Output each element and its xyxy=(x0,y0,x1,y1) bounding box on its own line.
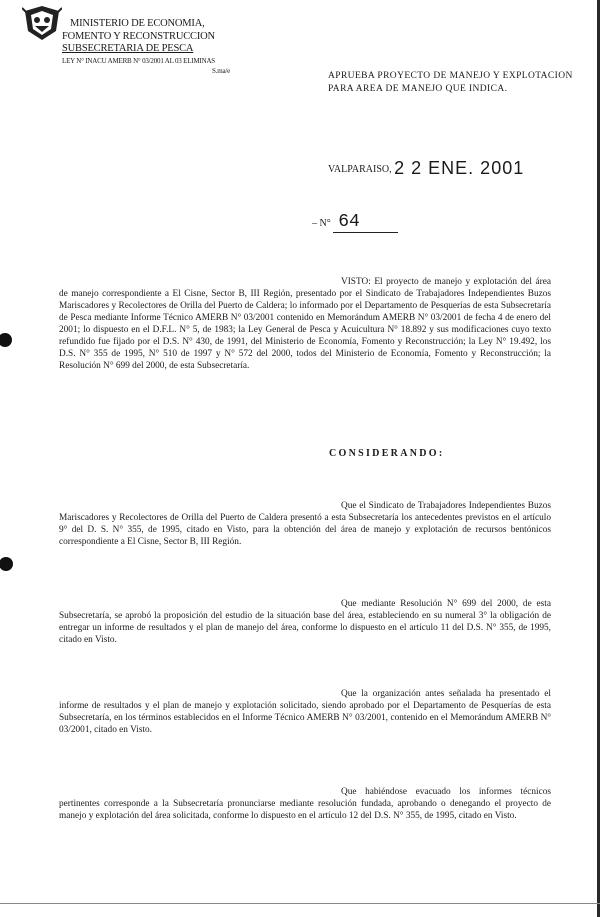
resolution-number-line xyxy=(312,212,398,233)
ministry-header xyxy=(62,18,230,76)
date-stamp: 2 2 ENE. 2001 xyxy=(394,158,525,178)
considerando-text: Que mediante Resolución N° 699 del 2000, de esta Subsecretaría, se aprobó la proposición del estudio de la situación base del área, estableciendo en su numeral 3° la obligación de entregar un informe de resultados y el plan de manejo del área, conforme lo dispuesto en el artículo 11 del D.S. N° 355, de 1995, citado en Visto. xyxy=(59,599,551,645)
number-prefix: – N° xyxy=(312,218,331,229)
subsecretaria-name: SUBSECRETARIA DE PESCA xyxy=(62,43,194,54)
considerando-text: Que la organización antes señalada ha presentado el informe de resultados y el plan de manejo y explotación solicitado, siendo aprobado por el Departamento de Pesquerías de esta Subsecretaría, en los términos establecidos en el Informe Técnico AMERB N° 03/2001, contenido en el Memorándum AMERB N° 03/2001, citado en Visto. xyxy=(59,689,551,735)
punch-hole-bottom xyxy=(0,557,13,571)
city-name: VALPARAISO, xyxy=(328,164,392,175)
visto-paragraph xyxy=(59,276,551,372)
reference-line: LEY N° INACU AMERB N° 03/2001 AL 03 ELIMINAS xyxy=(62,56,215,65)
ministry-name-line2: FOMENTO Y RECONSTRUCCION xyxy=(62,30,215,42)
ministry-crest-logo xyxy=(22,5,62,41)
considerando-item-4 xyxy=(59,786,551,822)
resolution-subject: APRUEBA PROYECTO DE MANEJO Y EXPLOTACION PARA AREA DE MANEJO QUE INDICA. xyxy=(328,71,573,94)
visto-text: VISTO: El proyecto de manejo y explotación del área de manejo correspondiente a El Cisne, Sector B, III Región, presentado por el Sindicato de Trabajadores Independientes Buzos Mariscadores y Recolectores de Orilla del Puerto de Caldera; lo informado por el Departamento de Pesquerías de esta Subsecretaría de Pesca mediante Informe Técnico AMERB N° 03/2001 contenido en Memorándum AMERB N° 03/2001 de fecha 4 de enero del 2001; lo dispuesto en el D.F.L. N° 5, de 1983; la Ley General de Pesca y Acuicultura N° 18.892 y sus modificaciones cuyo texto refundido fue fijado por el D.S. N° 430, de 1991, del Ministerio de Economía, Fomento y Reconstrucción; la Ley N° 19.492, los D.S. N° 355 de 1995, N° 510 de 1997 y N° 572 del 2000, todos del Ministerio de Economía, Fomento y Reconstrucción; la Resolución N° 699 del 2000, de esta Subsecretaría. xyxy=(59,277,551,371)
ministry-name-line1: MINISTERIO DE ECONOMIA, xyxy=(70,18,205,29)
resolution-number: 64 xyxy=(333,212,398,233)
place-date xyxy=(328,158,524,179)
considerando-item-2 xyxy=(59,598,551,646)
considerando-heading: CONSIDERANDO: xyxy=(329,448,445,459)
considerando-item-1 xyxy=(59,500,551,548)
considerando-text: Que el Sindicato de Trabajadores Independientes Buzos Mariscadores y Recolectores de Orilla del Puerto de Caldera presentó a esta Subsecretaría los antecedentes previstos en el artículo 9° del D. S. N° 355, de 1995, citado en Visto, para la obtención del área de manejo y explotación de recursos bentónicos correspondiente a El Cisne, Sector B, III Región. xyxy=(59,501,551,547)
considerando-text: Que habiéndose evacuado los informes técnicos pertinentes corresponde a la Subsecretaría pronunciarse mediante resolución fundada, aprobando o denegando el proyecto de manejo y explotación del área solicitada, conforme lo dispuesto en el artículo 12 del D.S. N° 355, de 1995, citado en Visto. xyxy=(59,787,551,821)
punch-hole-top xyxy=(0,333,12,347)
considerando-item-3 xyxy=(59,688,551,736)
page-bottom-edge xyxy=(0,903,600,904)
typist-initials: S.ma/e xyxy=(212,66,231,75)
